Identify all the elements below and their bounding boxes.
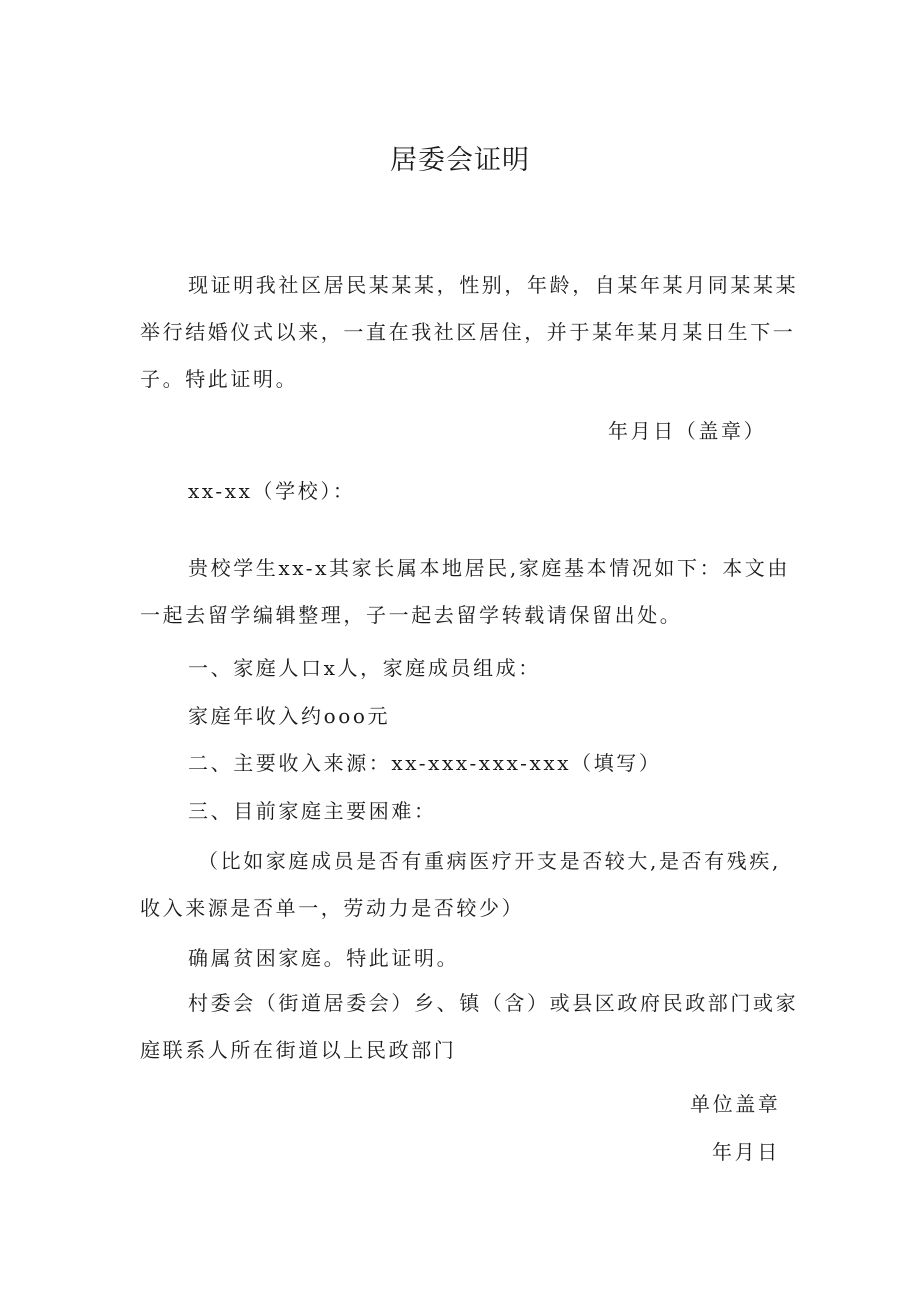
letter-intro: 贵校学生xx-x其家长属本地居民,家庭基本情况如下：本文由一起去留学编辑整理，子一起去留学转载请保留出处。 (140, 556, 791, 627)
item-family-members: 一、家庭人口x人，家庭成员组成： (188, 656, 541, 680)
item-difficulties: 三、目前家庭主要困难： (188, 799, 437, 823)
unit-seal: 单位盖章 (690, 1092, 781, 1116)
family-income: 家庭年收入约ooo元 (188, 704, 391, 728)
conclusion: 确属贫困家庭。特此证明。 (188, 946, 460, 970)
item-income-source: 二、主要收入来源：xx-xxx-xxx-xxx（填写） (188, 751, 662, 775)
letter-salutation: xx-xx（学校）： (188, 479, 356, 503)
authority-text: 村委会（街道居委会）乡、镇（含）或县区政府民政部门或家庭联系人所在街道以上民政部门 (140, 991, 799, 1062)
certificate-date-seal: 年月日（盖章） (608, 419, 767, 443)
difficulty-note: （比如家庭成员是否有重病医疗开支是否较大,是否有残疾,收入来源是否单一，劳动力是否较少） (140, 849, 781, 920)
letter-date: 年月日 (712, 1140, 780, 1164)
page-title: 居委会证明 (390, 145, 530, 176)
certificate-paragraph: 现证明我社区居民某某某，性别，年龄，自某年某月同某某某举行结婚仪式以来，一直在我社区居住，并于某年某月某日生下一子。特此证明。 (140, 273, 799, 391)
